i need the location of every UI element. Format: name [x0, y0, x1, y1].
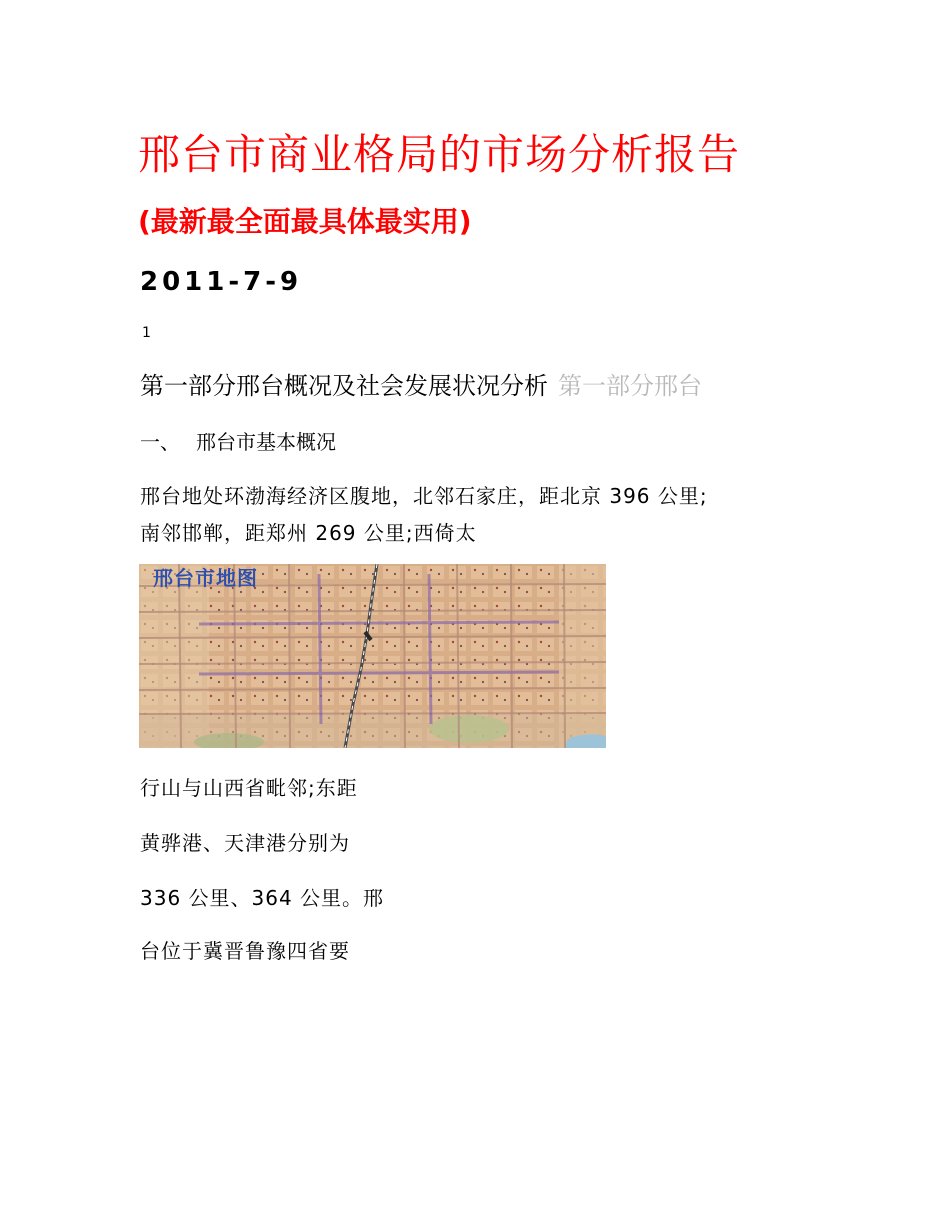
section-heading-text: 第一部分邢台概况及社会发展状况分析 [140, 372, 548, 400]
paragraph-line-3: 行山与山西省毗邻;东距 [140, 776, 358, 800]
city-map-graphic [139, 564, 606, 748]
city-map-image [139, 564, 606, 748]
map-caption: 邢台市地图 [153, 566, 258, 590]
page-number: 1 [142, 325, 151, 341]
sub-heading-text: 邢台市基本概况 [196, 430, 336, 454]
section-heading-ghost: 第一部分邢台 [558, 372, 702, 400]
paragraph-line-1: 邢台地处环渤海经济区腹地，北邻石家庄，距北京 396 公里; [140, 484, 708, 508]
paragraph-line-5: 336 公里、364 公里。邢 [140, 886, 385, 910]
sub-heading-number: 一、 [140, 430, 180, 454]
document-date: 2011-7-9 [140, 267, 303, 297]
document-subtitle: (最新最全面最具体最实用) [138, 205, 472, 238]
section-heading [140, 369, 702, 403]
paragraph-line-2: 南邻邯郸，距郑州 269 公里;西倚太 [140, 521, 477, 545]
paragraph-line-6: 台位于冀晋鲁豫四省要 [140, 939, 350, 963]
document-title: 邢台市商业格局的市场分析报告 [138, 130, 741, 179]
sub-heading [140, 427, 336, 457]
paragraph-line-4: 黄骅港、天津港分别为 [140, 831, 350, 855]
